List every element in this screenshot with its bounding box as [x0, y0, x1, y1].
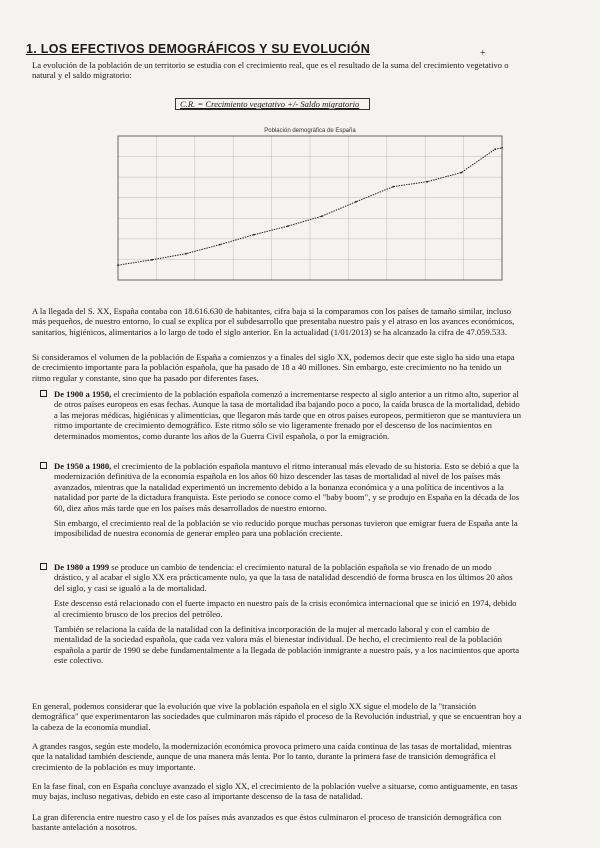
checkbox-icon: [40, 563, 47, 570]
population-chart: [112, 122, 508, 290]
data-point: [151, 259, 153, 261]
data-point: [321, 215, 323, 217]
data-point: [287, 225, 289, 227]
paragraph-5: En la fase final, con en España concluye avanzado el siglo XX, el crecimiento de la población vuelve a situarse, como antiguamente, en tasas muy bajas, incluso negativas, debido en este caso al importante descenso de la tasa de natalidad.: [32, 781, 518, 802]
section-1-body: el crecimiento de la población española comenzó a incrementarse respecto al siglo anterior a un ritmo alto, superior al de otros países europeos en esas fechas. Aunque la tasa de mortalidad iba bajando poco a poco, la caída brusca de la mortalidad, debido a las mejoras médicas, higiénicas y alimenticias, que llegaron más tarde que en otros países europeos, permitieron que se mantuviera un ritmo importante de crecimiento demográfico. Este ritmo sólo se vio ligeramente frenado por el descenso de los nacimientos en determinados momentos, como durante los años de la Guerra Civil española, o por la emigración.: [54, 389, 522, 441]
chart-title: Población demográfica de España: [264, 128, 356, 134]
formula-box: C.R. = Crecimiento vegetativo +/- Saldo migratorio: [175, 98, 370, 110]
section-1950-1980: [40, 461, 522, 539]
section-title: 1. LOS EFECTIVOS DEMOGRÁFICOS Y SU EVOLUCIÓN: [26, 42, 371, 56]
paragraph-1: A la llegada del S. XX, España contaba con 18.616.630 de habitantes, cifra baja si la comparamos con los países de tamaño similar, incluso más pequeños, de nuestro entorno, lo cual se explica por el subdesarrollo que presentaba nuestro país y el atraso en los avances económicos, sanitarios, higiénicos, alimentarios a lo largo de todo el siglo anterior. En la actualidad (1/01/2013) se ha alcanzado la cifra de 47.059.533.: [32, 306, 515, 337]
data-point: [501, 147, 503, 149]
section-1900-1950: [40, 389, 522, 441]
data-point: [460, 172, 462, 174]
paragraph-2: Si consideramos el volumen de la población de España a comienzos y a finales del siglo XX, podemos decir que este siglo ha sido una etapa de crecimiento importante para la población española, que ha pasado de 18 a 40 millones. Sin embargo, este crecimiento no ha tenido un ritmo regular y constante, sino que ha pasado por diferentes fases.: [32, 352, 515, 383]
data-point: [253, 234, 255, 236]
section-2-text: [54, 461, 522, 513]
checkbox-icon: [40, 390, 47, 397]
data-point: [494, 148, 496, 150]
section-1-text: [54, 389, 522, 441]
section-2-body: el crecimiento de la población española mantuvo el ritmo interanual más elevado de su historia. Esto se debió a que la modernización definitiva de la economía española en los años 60 hizo descender las tasas de mortalidad al nivel de los países más avanzados, mientras que la natalidad experimentó un incremento debido a la bonanza económica y a una política de incentivos a la natalidad por parte de la dictadura franquista. Este periodo se conoce como el "baby boom", y se produjo en España en la década de los 60, diez años más tarde que en los países más desarrollados de nuestro entorno.: [54, 461, 520, 513]
data-point: [392, 186, 394, 188]
section-2-extra: Sin embargo, el crecimiento real de la población se vio reducido porque muchas personas tuvieron que emigrar fuera de España ante la imposibilidad de nuestra economía de generar empleo para una población creciente.: [54, 518, 518, 539]
data-point: [355, 201, 357, 203]
section-2-heading: De 1950 a 1980,: [54, 461, 112, 471]
corner-mark: +: [480, 48, 486, 59]
intro-paragraph: La evolución de la población de un territorio se estudia con el crecimiento real, que es el resultado de la suma del crecimiento vegetativo o natural y el saldo migratorio:: [32, 60, 509, 81]
section-1-heading: De 1900 a 1950,: [54, 389, 112, 399]
checkbox-icon: [40, 462, 47, 469]
section-3-paragraph-3: También se relaciona la caída de la natalidad con la definitiva incorporación de la mujer al mercado laboral y con el cambio de mentalidad de la sociedad española, que cada vez valora más el bienestar individual. De hecho, el crecimiento real de la población española a partir de 1990 se debe fundamentalmente a la llegada de población inmigrante a nuestro país, y a los nacimientos que aporta este colectivo.: [54, 624, 520, 666]
data-point: [185, 253, 187, 255]
data-point: [426, 181, 428, 183]
section-3-text: [54, 562, 522, 593]
section-3-body: se produce un cambio de tendencia: el crecimiento natural de la población española se vio frenado de un modo drástico, y al acabar el siglo XX era prácticamente nulo, ya que la tasa de natalidad descendió de forma brusca en los últimos 20 años del siglo, y casi se igualó a la de mortalidad.: [54, 562, 513, 593]
data-point: [117, 264, 119, 266]
paragraph-3: En general, podemos considerar que la evolución que vive la población española en el siglo XX sigue el modelo de la "transición demográfica" que experimentaron las sociedades que culminaron más rápido el proceso de la Revolución industrial, y que se encuentran hoy a la cabeza de la economía mundial.: [32, 701, 522, 732]
paragraph-6: La gran diferencia entre nuestro caso y el de los países más avanzados es que éstos culminaron el proceso de transición demográfica con bastante antelación a nosotros.: [32, 812, 502, 833]
paragraph-4: A grandes rasgos, según este modelo, la modernización económica provoca primero una caída continua de las tasas de mortalidad, mientras que la natalidad también desciende, aunque de una manera más lenta. Por lo tanto, durante la primera fase de transición demográfica el crecimiento de la población es muy importante.: [32, 741, 512, 772]
section-3-paragraph-2: Este descenso está relacionado con el fuerte impacto en nuestro país de la crisis económica internacional que se inició en 1974, debido al crecimiento brusco de los precios del petróleo.: [54, 598, 517, 619]
section-3-heading: De 1980 a 1999: [54, 562, 110, 572]
chart-svg: [112, 122, 508, 290]
section-1980-1999: [40, 562, 522, 666]
data-point: [219, 244, 221, 246]
